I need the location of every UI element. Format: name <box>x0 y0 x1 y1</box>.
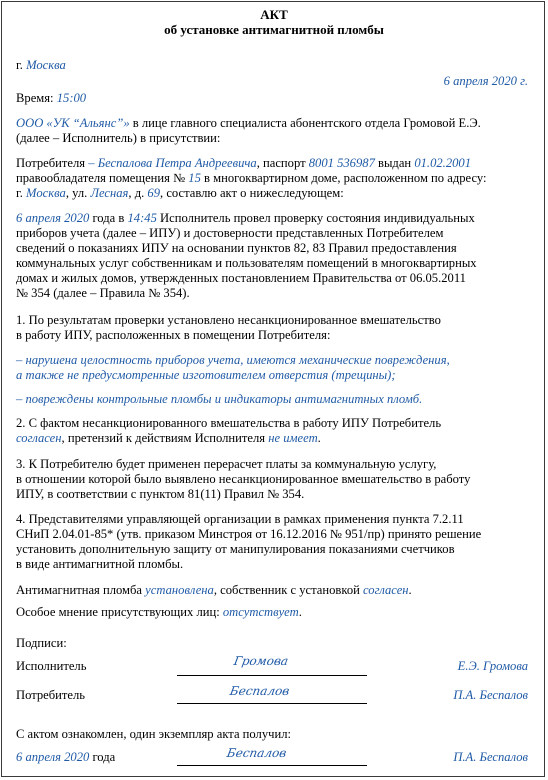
violation-item-1-line-1: – нарушена целостность приборов учета, имеются механические повреждения, <box>16 353 450 367</box>
point3-line-2: в отношении которой было выявлено несанкционированное вмешательство в работу <box>16 472 471 486</box>
inspection-line-2: приборов учета (далее – ИПУ) и достоверности представленных Потребителем <box>16 226 444 240</box>
opinion-value: отсутствует <box>222 605 299 619</box>
inspection-line-3: сведений о показаниях ИПУ на основании пунктов 82, 83 Правил предоставления <box>16 241 457 255</box>
executor-label: Исполнитель <box>16 659 87 673</box>
violation-item-1-line-2: а также не предусмотренные изготовителем отверстия (трещины); <box>16 368 396 382</box>
executor-signature-line <box>177 675 367 676</box>
consumer-line-2: правообладателя помещения № 15 в многоквартирном доме, расположенном по адресу: <box>16 171 487 185</box>
consumer-signature-line <box>177 703 367 704</box>
address-street: Лесная <box>90 186 129 200</box>
document-title: АКТ <box>260 7 288 22</box>
address-city: Москва <box>26 186 66 200</box>
place-line: г. Москва <box>16 58 66 72</box>
point1-line-1: 1. По результатам проверки установлено несанкционированное вмешательство <box>16 313 441 327</box>
point4-line-1: 4. Представителями управляющей организации в рамках применения пункта 7.2.11 <box>16 512 464 526</box>
inspection-date: 6 апреля 2020 <box>16 211 90 225</box>
org-line-1: ООО «УК “Альянс”» в лице главного специалиста абонентского отдела Громовой Е.Э. <box>16 116 481 130</box>
ack-date-line: 6 апреля 2020 года <box>16 750 116 764</box>
consumer-agreement: согласен <box>16 431 62 445</box>
point2-line-2: согласен, претензий к действиям Исполнителя не имеет. <box>16 431 321 445</box>
seal-status-line: Антимагнитная пломба установлена, собственник с установкой согласен. <box>16 583 412 597</box>
ack-signature-line <box>177 765 367 766</box>
ack-date: 6 апреля 2020 <box>16 750 90 764</box>
ack-name: П.А. Беспалов <box>453 750 528 764</box>
consumer-line-1: Потребителя – Беспалова Петра Андреевича, паспорт 8001 536987 выдан 01.02.2001 <box>16 156 471 170</box>
document-subtitle: об установке антимагнитной пломбы <box>164 22 384 37</box>
passport-issued: 01.02.2001 <box>414 156 471 170</box>
org-line-2: (далее – Исполнитель) в присутствии: <box>16 131 221 145</box>
point2-line-1: 2. С фактом несанкционированного вмешательства в работу ИПУ Потребитель <box>16 416 442 430</box>
point4-line-4: в виде антимагнитной пломбы. <box>16 557 184 571</box>
consumer-line-3: г. Москва, ул. Лесная, д. 69, составлю акт о нижеследующем: <box>16 186 344 200</box>
place-city: Москва <box>26 58 66 72</box>
inspection-time: 14:45 <box>127 211 157 225</box>
ack-signature: Беспалов <box>225 746 288 760</box>
ack-text: С актом ознакомлен, один экземпляр акта получил: <box>16 727 291 741</box>
owner-consent: согласен <box>363 583 409 597</box>
consumer-sign-name: П.А. Беспалов <box>453 688 528 702</box>
inspection-line-1: 6 апреля 2020 года в 14:45 Исполнитель провел проверку состояния индивидуальных <box>16 211 475 225</box>
act-date: 6 апреля 2020 г. <box>443 74 528 88</box>
time-value: 15:00 <box>56 91 87 105</box>
room-number: 15 <box>188 171 201 185</box>
consumer-sign-label: Потребитель <box>16 688 86 702</box>
violation-item-2: – повреждены контрольные пломбы и индикаторы антимагнитных пломб. <box>16 392 423 406</box>
consumer-name: Беспалова Петра Андреевича <box>97 156 257 170</box>
point4-line-3: установить дополнительную защиту от манипулирования показаниями счетчиков <box>16 542 455 556</box>
address-house: 69 <box>147 186 161 200</box>
claims-status: не имеет <box>268 431 318 445</box>
point3-line-1: 3. К Потребителю будет применен перерасчет платы за коммунальную услугу, <box>16 457 437 471</box>
act-document <box>1 1 545 777</box>
signatures-heading: Подписи: <box>16 636 67 650</box>
passport-number: 8001 536987 <box>308 156 375 170</box>
org-name: ООО «УК “Альянс”» <box>16 116 130 130</box>
consumer-signature: Беспалов <box>228 684 291 698</box>
point4-line-2: СНиП 2.04.01-85* (утв. приказом Минстроя от 16.12.2016 № 951/пр) принято решение <box>16 527 482 541</box>
opinion-line: Особое мнение присутствующих лиц: отсутствует. <box>16 605 302 619</box>
inspection-line-6: № 354 (далее – Правила № 354). <box>16 286 190 300</box>
executor-name: Е.Э. Громова <box>457 659 528 673</box>
point3-line-3: ИПУ, в соответствии с пунктом 81(11) Правил № 354. <box>16 487 305 501</box>
point1-line-2: в работу ИПУ, расположенных в помещении Потребителя: <box>16 328 331 342</box>
inspection-line-4: коммунальных услуг собственникам и пользователям помещений в многоквартирных <box>16 256 477 270</box>
seal-status: установлена <box>145 583 214 597</box>
time-line: Время: 15:00 <box>16 91 87 105</box>
inspection-line-5: домах и жилых домов, утвержденных постановлением Правительства от 06.05.2011 <box>16 271 466 285</box>
executor-signature: Громова <box>232 654 290 668</box>
